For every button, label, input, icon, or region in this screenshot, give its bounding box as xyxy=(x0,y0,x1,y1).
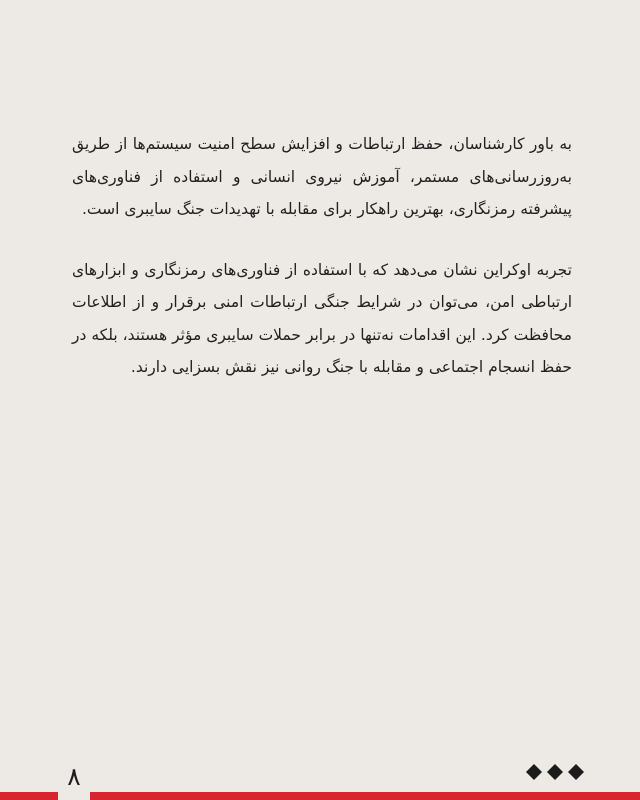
paragraph-2: تجربه اوکراین نشان می‌دهد که با استفاده از فناوری‌های رمزنگاری و ابزارهای ارتباطی امن، می‌توان در شرایط جنگی ارتباطات امنی برقرار و از اطلاعات محافظت کرد. این اقدامات نه‌تنها در برابر حملات سایبری مؤثر هستند، بلکه در حفظ انسجام اجتماعی و مقابله با جنگ روانی نیز نقش بسزایی دارند. xyxy=(72,260,572,376)
paragraph-1: به باور کارشناسان، حفظ ارتباطات و افزایش سطح امنیت سیستم‌ها از طریق به‌روزرسانی‌های مستمر، آموزش نیروی انسانی و استفاده از فناوری‌های پیشرفته رمزنگاری، بهترین راهکار برای مقابله با تهدیدات جنگ سایبری است. xyxy=(72,135,572,218)
three-dots-logo-icon xyxy=(526,764,584,780)
logo-rhombus-1 xyxy=(526,764,542,780)
logo-rhombus-2 xyxy=(547,764,563,780)
article-body xyxy=(72,128,572,384)
logo-rhombus-3 xyxy=(568,764,584,780)
accent-bar xyxy=(0,792,640,800)
page-number: ۸ xyxy=(58,762,90,800)
